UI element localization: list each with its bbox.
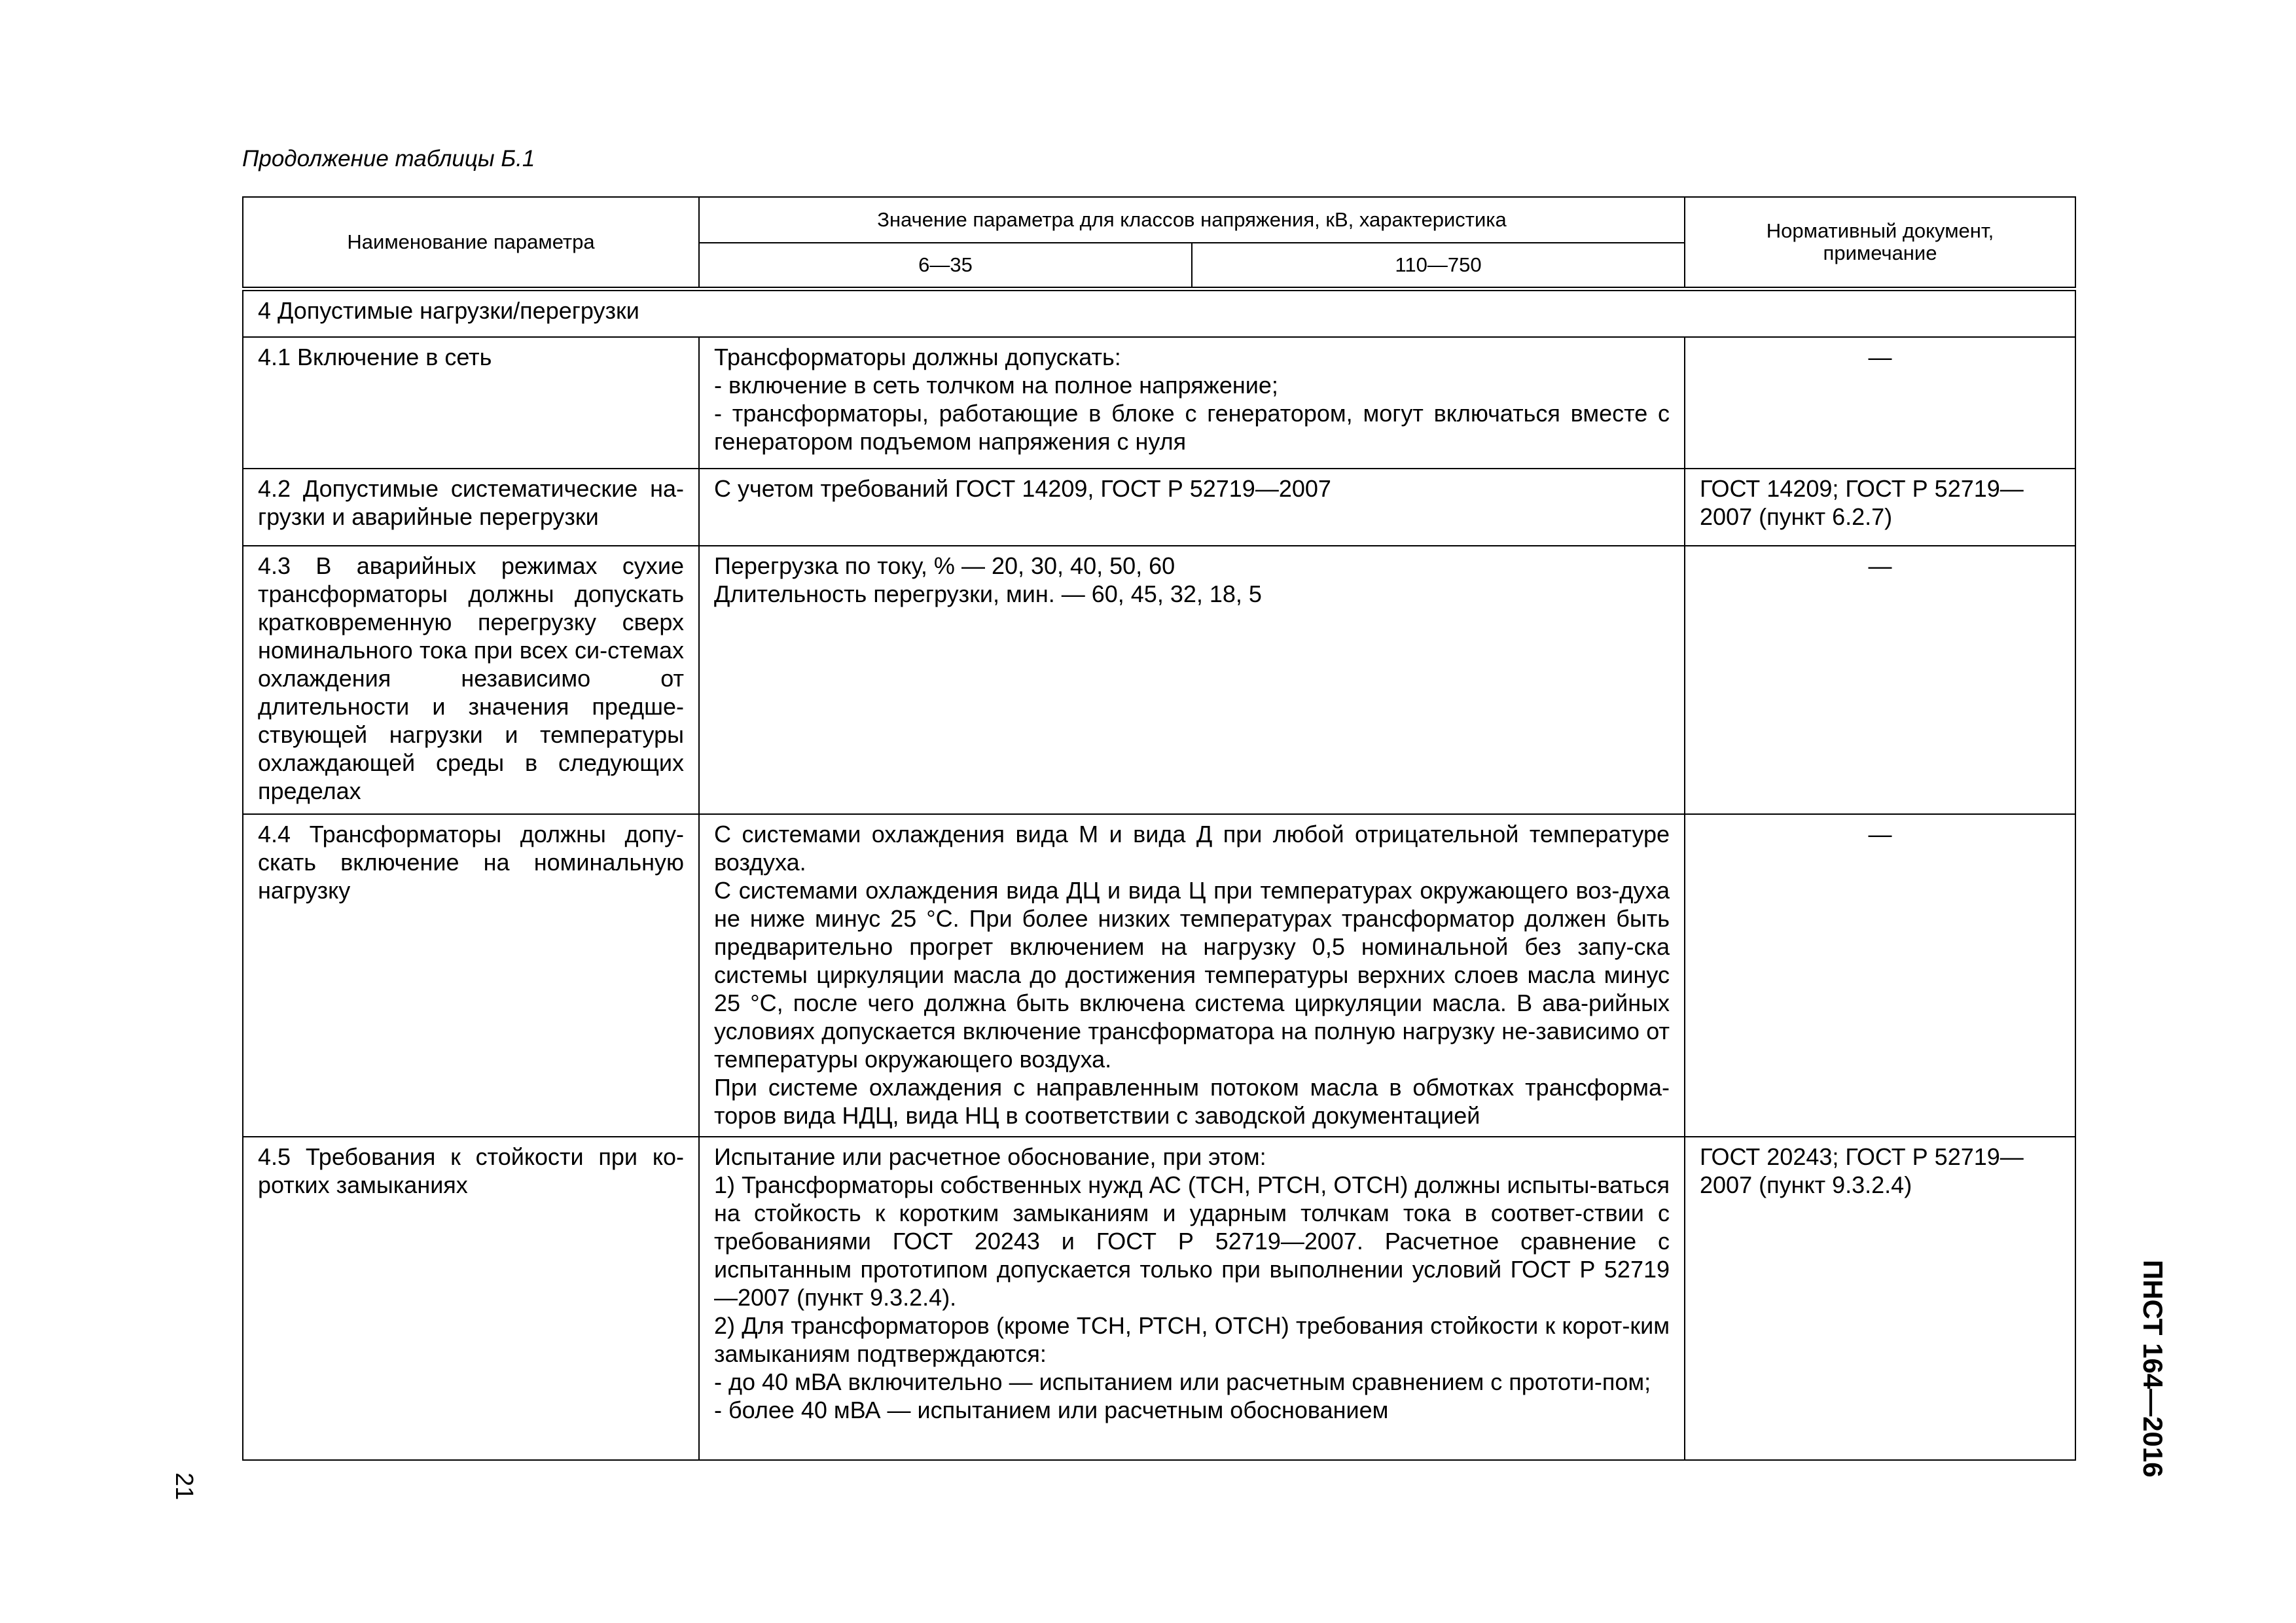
table-row	[243, 546, 2075, 814]
row-param: 4.2 Допустимые систематические на-грузки и аварийные перегрузки	[243, 469, 699, 546]
parameters-table	[242, 196, 2076, 1461]
value-line: - трансформаторы, работающие в блоке с генератором, могут включаться вместе с генератором подъемом напряжения с нуля	[714, 400, 1670, 455]
row-value	[699, 1137, 1685, 1460]
header-doc	[1685, 197, 2075, 289]
value-line: Перегрузка по току, % — 20, 30, 40, 50, 60	[714, 552, 1175, 579]
row-doc: —	[1685, 337, 2075, 469]
value-line: - включение в сеть толчком на полное напряжение;	[714, 372, 1278, 399]
row-value	[699, 337, 1685, 469]
table-row	[243, 337, 2075, 469]
header-doc-line1: Нормативный документ,	[1766, 219, 1994, 242]
row-param: 4.5 Требования к стойкости при ко-ротких замыканиях	[243, 1137, 699, 1460]
value-line: При системе охлаждения с направленным потоком масла в обмотках трансформа-торов вида НДЦ, вида НЦ в соответствии с заводской документацией	[714, 1074, 1670, 1129]
table-row	[243, 814, 2075, 1137]
table-row	[243, 469, 2075, 546]
row-doc: ГОСТ 14209; ГОСТ Р 52719—2007 (пункт 6.2.7)	[1685, 469, 2075, 546]
value-line: Длительность перегрузки, мин. — 60, 45, 32, 18, 5	[714, 580, 1262, 607]
row-doc: —	[1685, 814, 2075, 1137]
value-line: 1) Трансформаторы собственных нужд АС (ТСН, РТСН, ОТСН) должны испыты-ваться на стойкость к коротким замыканиям и ударным толчкам тока в соответ-ствии с требованиями ГОСТ 20243 и ГОСТ Р 52719—2007. Расчетное сравнение с испытанным прототипом допускается только при выполнении условий ГОСТ Р 52719—2007 (пункт 9.3.2.4).	[714, 1171, 1670, 1311]
value-line: С системами охлаждения вида М и вида Д при любой отрицательной температуре воздуха.	[714, 821, 1670, 876]
header-values: Значение параметра для классов напряжения, кВ, характеристика	[699, 197, 1685, 243]
header-param-name: Наименование параметра	[243, 197, 699, 289]
row-doc: ГОСТ 20243; ГОСТ Р 52719—2007 (пункт 9.3.2.4)	[1685, 1137, 2075, 1460]
value-line: Трансформаторы должны допускать:	[714, 344, 1121, 370]
value-line: Испытание или расчетное обоснование, при этом:	[714, 1143, 1266, 1170]
row-doc: —	[1685, 546, 2075, 814]
value-line: С системами охлаждения вида ДЦ и вида Ц при температурах окружающего воз-духа не ниже минус 25 °С. При более низких температурах трансформатор должен быть предварительно прогрет включением на нагрузку 0,5 номинальной без запу-ска системы циркуляции масла до достижения температуры верхних слоев масла минус 25 °С, после чего должна быть включена система циркуляции масла. В ава-рийных условиях допускается включение трансформатора на полную нагрузку не-зависимо от температуры окружающего воздуха.	[714, 877, 1670, 1073]
table-row	[243, 1137, 2075, 1460]
section-title: 4 Допустимые нагрузки/перегрузки	[243, 289, 2075, 337]
header-values-6-35: 6—35	[699, 243, 1192, 289]
page-number: 21	[170, 1472, 198, 1501]
row-value	[699, 469, 1685, 546]
row-param: 4.3 В аварийных режимах сухие трансформаторы должны допускать кратковременную перегрузку сверх номинального тока при всех си-стемах охлаждения независимо от длительности и значения предше-ствующей нагрузки и температуры охлаждающей среды в следующих пределах	[243, 546, 699, 814]
row-value	[699, 546, 1685, 814]
row-value	[699, 814, 1685, 1137]
row-param: 4.4 Трансформаторы должны допу-скать включение на номинальную нагрузку	[243, 814, 699, 1137]
value-line: - более 40 мВА — испытанием или расчетным обоснованием	[714, 1397, 1389, 1423]
value-line: С учетом требований ГОСТ 14209, ГОСТ Р 52719—2007	[714, 475, 1331, 502]
value-line: 2) Для трансформаторов (кроме ТСН, РТСН, ОТСН) требования стойкости к корот-ким замыканиям подтверждаются:	[714, 1312, 1670, 1367]
header-values-110-750: 110—750	[1192, 243, 1685, 289]
value-line: - до 40 мВА включительно — испытанием или расчетным сравнением с прототи-пом;	[714, 1368, 1651, 1395]
table-caption: Продолжение таблицы Б.1	[242, 146, 535, 171]
header-doc-line2: примечание	[1823, 241, 1937, 264]
row-param: 4.1 Включение в сеть	[243, 337, 699, 469]
document-code: ПНСТ 164—2016	[2138, 1260, 2168, 1478]
